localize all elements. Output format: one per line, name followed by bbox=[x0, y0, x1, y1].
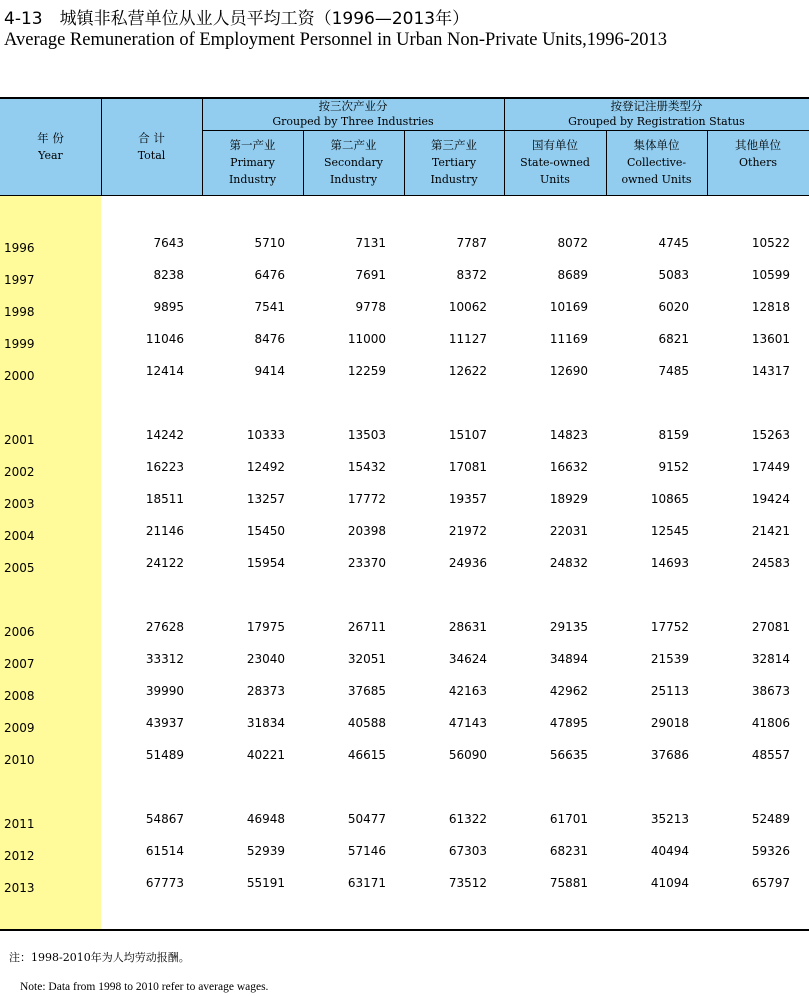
note-en: Note: Data from 1998 to 2010 refer to average wages. bbox=[20, 981, 269, 993]
row-value: 52489 bbox=[751, 812, 790, 826]
row-value: 8072 bbox=[557, 236, 588, 250]
row-value: 68231 bbox=[549, 844, 588, 858]
row-year: 2003 bbox=[4, 497, 35, 511]
row-value: 16632 bbox=[549, 460, 588, 474]
row-value: 14693 bbox=[650, 556, 689, 570]
row-value: 16223 bbox=[145, 460, 184, 474]
row-value: 31834 bbox=[246, 716, 285, 730]
row-value: 34624 bbox=[448, 652, 487, 666]
row-value: 40588 bbox=[347, 716, 386, 730]
header-state-owned: 国有单位 State-owned Units bbox=[520, 138, 590, 186]
row-year: 2008 bbox=[4, 689, 35, 703]
row-value: 12545 bbox=[650, 524, 689, 538]
row-value: 11169 bbox=[549, 332, 588, 346]
row-value: 9152 bbox=[658, 460, 689, 474]
row-value: 7131 bbox=[355, 236, 386, 250]
row-value: 37685 bbox=[347, 684, 386, 698]
row-value: 21146 bbox=[145, 524, 184, 538]
row-value: 46948 bbox=[246, 812, 285, 826]
header-group-rule bbox=[202, 130, 809, 131]
row-value: 11000 bbox=[347, 332, 386, 346]
row-value: 20398 bbox=[347, 524, 386, 538]
row-value: 10169 bbox=[549, 300, 588, 314]
row-value: 8159 bbox=[658, 428, 689, 442]
row-value: 42163 bbox=[448, 684, 487, 698]
row-value: 8476 bbox=[254, 332, 285, 346]
row-value: 47895 bbox=[549, 716, 588, 730]
row-value: 24936 bbox=[448, 556, 487, 570]
row-value: 21539 bbox=[650, 652, 689, 666]
table-row bbox=[0, 428, 809, 446]
row-value: 40221 bbox=[246, 748, 285, 762]
row-value: 18929 bbox=[549, 492, 588, 506]
row-value: 15450 bbox=[246, 524, 285, 538]
row-year: 2004 bbox=[4, 529, 35, 543]
table-row bbox=[0, 844, 809, 862]
row-year: 1998 bbox=[4, 305, 35, 319]
table-row bbox=[0, 236, 809, 254]
header-group-industries: 按三次产业分 Grouped by Three Industries bbox=[272, 99, 434, 128]
table-bottom-rule bbox=[0, 929, 809, 931]
table-row bbox=[0, 620, 809, 638]
row-value: 61322 bbox=[448, 812, 487, 826]
row-year: 2001 bbox=[4, 433, 35, 447]
table-row bbox=[0, 876, 809, 894]
row-year: 2006 bbox=[4, 625, 35, 639]
table-row bbox=[0, 524, 809, 542]
row-value: 15954 bbox=[246, 556, 285, 570]
row-value: 19357 bbox=[448, 492, 487, 506]
row-value: 27081 bbox=[751, 620, 790, 634]
row-value: 37686 bbox=[650, 748, 689, 762]
row-value: 25113 bbox=[650, 684, 689, 698]
row-value: 29018 bbox=[650, 716, 689, 730]
row-value: 41094 bbox=[650, 876, 689, 890]
row-value: 67303 bbox=[448, 844, 487, 858]
row-value: 61701 bbox=[549, 812, 588, 826]
header-others: 其他单位 Others bbox=[735, 138, 781, 169]
table-row bbox=[0, 364, 809, 382]
header-tertiary: 第三产业 Tertiary Industry bbox=[430, 138, 478, 186]
row-value: 24122 bbox=[145, 556, 184, 570]
header-primary: 第一产业 Primary Industry bbox=[228, 138, 277, 186]
header-year: 年 份 Year bbox=[37, 131, 64, 162]
row-value: 12414 bbox=[145, 364, 184, 378]
row-value: 54867 bbox=[145, 812, 184, 826]
row-value: 40494 bbox=[650, 844, 689, 858]
row-year: 2012 bbox=[4, 849, 35, 863]
row-value: 43937 bbox=[145, 716, 184, 730]
row-value: 12622 bbox=[448, 364, 487, 378]
row-value: 42962 bbox=[549, 684, 588, 698]
row-value: 12818 bbox=[751, 300, 790, 314]
row-value: 32051 bbox=[347, 652, 386, 666]
table-row bbox=[0, 812, 809, 830]
row-value: 28631 bbox=[448, 620, 487, 634]
row-value: 15432 bbox=[347, 460, 386, 474]
table-row bbox=[0, 748, 809, 766]
row-value: 6821 bbox=[658, 332, 689, 346]
row-value: 10599 bbox=[751, 268, 790, 282]
row-value: 6020 bbox=[658, 300, 689, 314]
row-value: 23040 bbox=[246, 652, 285, 666]
row-value: 26711 bbox=[347, 620, 386, 634]
table-row bbox=[0, 300, 809, 318]
table-row bbox=[0, 492, 809, 510]
row-value: 9895 bbox=[153, 300, 184, 314]
row-value: 7485 bbox=[658, 364, 689, 378]
row-value: 18511 bbox=[145, 492, 184, 506]
row-value: 17752 bbox=[650, 620, 689, 634]
row-value: 14317 bbox=[751, 364, 790, 378]
row-value: 52939 bbox=[246, 844, 285, 858]
header-secondary: 第二产业 Secondary Industry bbox=[324, 138, 383, 186]
row-year: 2007 bbox=[4, 657, 35, 671]
row-value: 19424 bbox=[751, 492, 790, 506]
row-year: 2013 bbox=[4, 881, 35, 895]
row-value: 73512 bbox=[448, 876, 487, 890]
row-value: 13257 bbox=[246, 492, 285, 506]
row-year: 1996 bbox=[4, 241, 35, 255]
row-value: 13601 bbox=[751, 332, 790, 346]
row-value: 57146 bbox=[347, 844, 386, 858]
row-value: 10062 bbox=[448, 300, 487, 314]
row-value: 56090 bbox=[448, 748, 487, 762]
row-value: 21972 bbox=[448, 524, 487, 538]
row-value: 9414 bbox=[254, 364, 285, 378]
row-value: 7691 bbox=[355, 268, 386, 282]
table-header bbox=[0, 99, 809, 196]
row-value: 11046 bbox=[145, 332, 184, 346]
row-value: 5710 bbox=[254, 236, 285, 250]
row-value: 75881 bbox=[549, 876, 588, 890]
row-value: 65797 bbox=[751, 876, 790, 890]
row-value: 24832 bbox=[549, 556, 588, 570]
row-value: 39990 bbox=[145, 684, 184, 698]
row-value: 7541 bbox=[254, 300, 285, 314]
row-value: 67773 bbox=[145, 876, 184, 890]
row-year: 2000 bbox=[4, 369, 35, 383]
row-value: 48557 bbox=[751, 748, 790, 762]
row-value: 10333 bbox=[246, 428, 285, 442]
table-row bbox=[0, 268, 809, 286]
table-row bbox=[0, 556, 809, 574]
row-value: 38673 bbox=[751, 684, 790, 698]
table-row bbox=[0, 332, 809, 350]
row-value: 15263 bbox=[751, 428, 790, 442]
row-value: 17975 bbox=[246, 620, 285, 634]
row-year: 2011 bbox=[4, 817, 35, 831]
table-row bbox=[0, 460, 809, 478]
row-value: 11127 bbox=[448, 332, 487, 346]
row-value: 51489 bbox=[145, 748, 184, 762]
row-value: 14242 bbox=[145, 428, 184, 442]
row-value: 35213 bbox=[650, 812, 689, 826]
row-value: 8689 bbox=[557, 268, 588, 282]
row-value: 50477 bbox=[347, 812, 386, 826]
header-total: 合 计 Total bbox=[137, 131, 166, 162]
row-value: 41806 bbox=[751, 716, 790, 730]
row-value: 7787 bbox=[456, 236, 487, 250]
table-row bbox=[0, 716, 809, 734]
row-value: 12690 bbox=[549, 364, 588, 378]
row-value: 55191 bbox=[246, 876, 285, 890]
row-value: 21421 bbox=[751, 524, 790, 538]
table-title-en: Average Remuneration of Employment Personnel in Urban Non-Private Units,1996-2013 bbox=[4, 30, 667, 50]
row-value: 17772 bbox=[347, 492, 386, 506]
table-title-cn: 4-13 城镇非私营单位从业人员平均工资（1996—2013年） bbox=[4, 9, 470, 29]
header-group-registration: 按登记注册类型分 Grouped by Registration Status bbox=[568, 99, 745, 128]
row-value: 8372 bbox=[456, 268, 487, 282]
row-year: 2002 bbox=[4, 465, 35, 479]
row-year: 2010 bbox=[4, 753, 35, 767]
row-value: 10865 bbox=[650, 492, 689, 506]
row-value: 29135 bbox=[549, 620, 588, 634]
row-value: 28373 bbox=[246, 684, 285, 698]
row-value: 59326 bbox=[751, 844, 790, 858]
row-value: 8238 bbox=[153, 268, 184, 282]
row-value: 10522 bbox=[751, 236, 790, 250]
row-value: 47143 bbox=[448, 716, 487, 730]
row-value: 12492 bbox=[246, 460, 285, 474]
row-value: 9778 bbox=[355, 300, 386, 314]
row-year: 1997 bbox=[4, 273, 35, 287]
row-value: 61514 bbox=[145, 844, 184, 858]
row-value: 32814 bbox=[751, 652, 790, 666]
row-value: 17081 bbox=[448, 460, 487, 474]
row-value: 24583 bbox=[751, 556, 790, 570]
row-value: 12259 bbox=[347, 364, 386, 378]
row-value: 6476 bbox=[254, 268, 285, 282]
row-value: 17449 bbox=[751, 460, 790, 474]
row-year: 2005 bbox=[4, 561, 35, 575]
table-row bbox=[0, 652, 809, 670]
row-value: 23370 bbox=[347, 556, 386, 570]
row-value: 15107 bbox=[448, 428, 487, 442]
row-value: 4745 bbox=[658, 236, 689, 250]
row-value: 7643 bbox=[153, 236, 184, 250]
row-value: 5083 bbox=[658, 268, 689, 282]
note-cn: 注：1998-2010年为人均劳动报酬。 bbox=[9, 951, 190, 964]
row-value: 46615 bbox=[347, 748, 386, 762]
header-collective: 集体单位 Collective- owned Units bbox=[621, 138, 692, 186]
row-value: 63171 bbox=[347, 876, 386, 890]
row-value: 56635 bbox=[549, 748, 588, 762]
row-value: 14823 bbox=[549, 428, 588, 442]
row-value: 33312 bbox=[145, 652, 184, 666]
row-value: 34894 bbox=[549, 652, 588, 666]
table-row bbox=[0, 684, 809, 702]
row-value: 13503 bbox=[347, 428, 386, 442]
row-value: 22031 bbox=[549, 524, 588, 538]
row-year: 1999 bbox=[4, 337, 35, 351]
row-value: 27628 bbox=[145, 620, 184, 634]
row-year: 2009 bbox=[4, 721, 35, 735]
